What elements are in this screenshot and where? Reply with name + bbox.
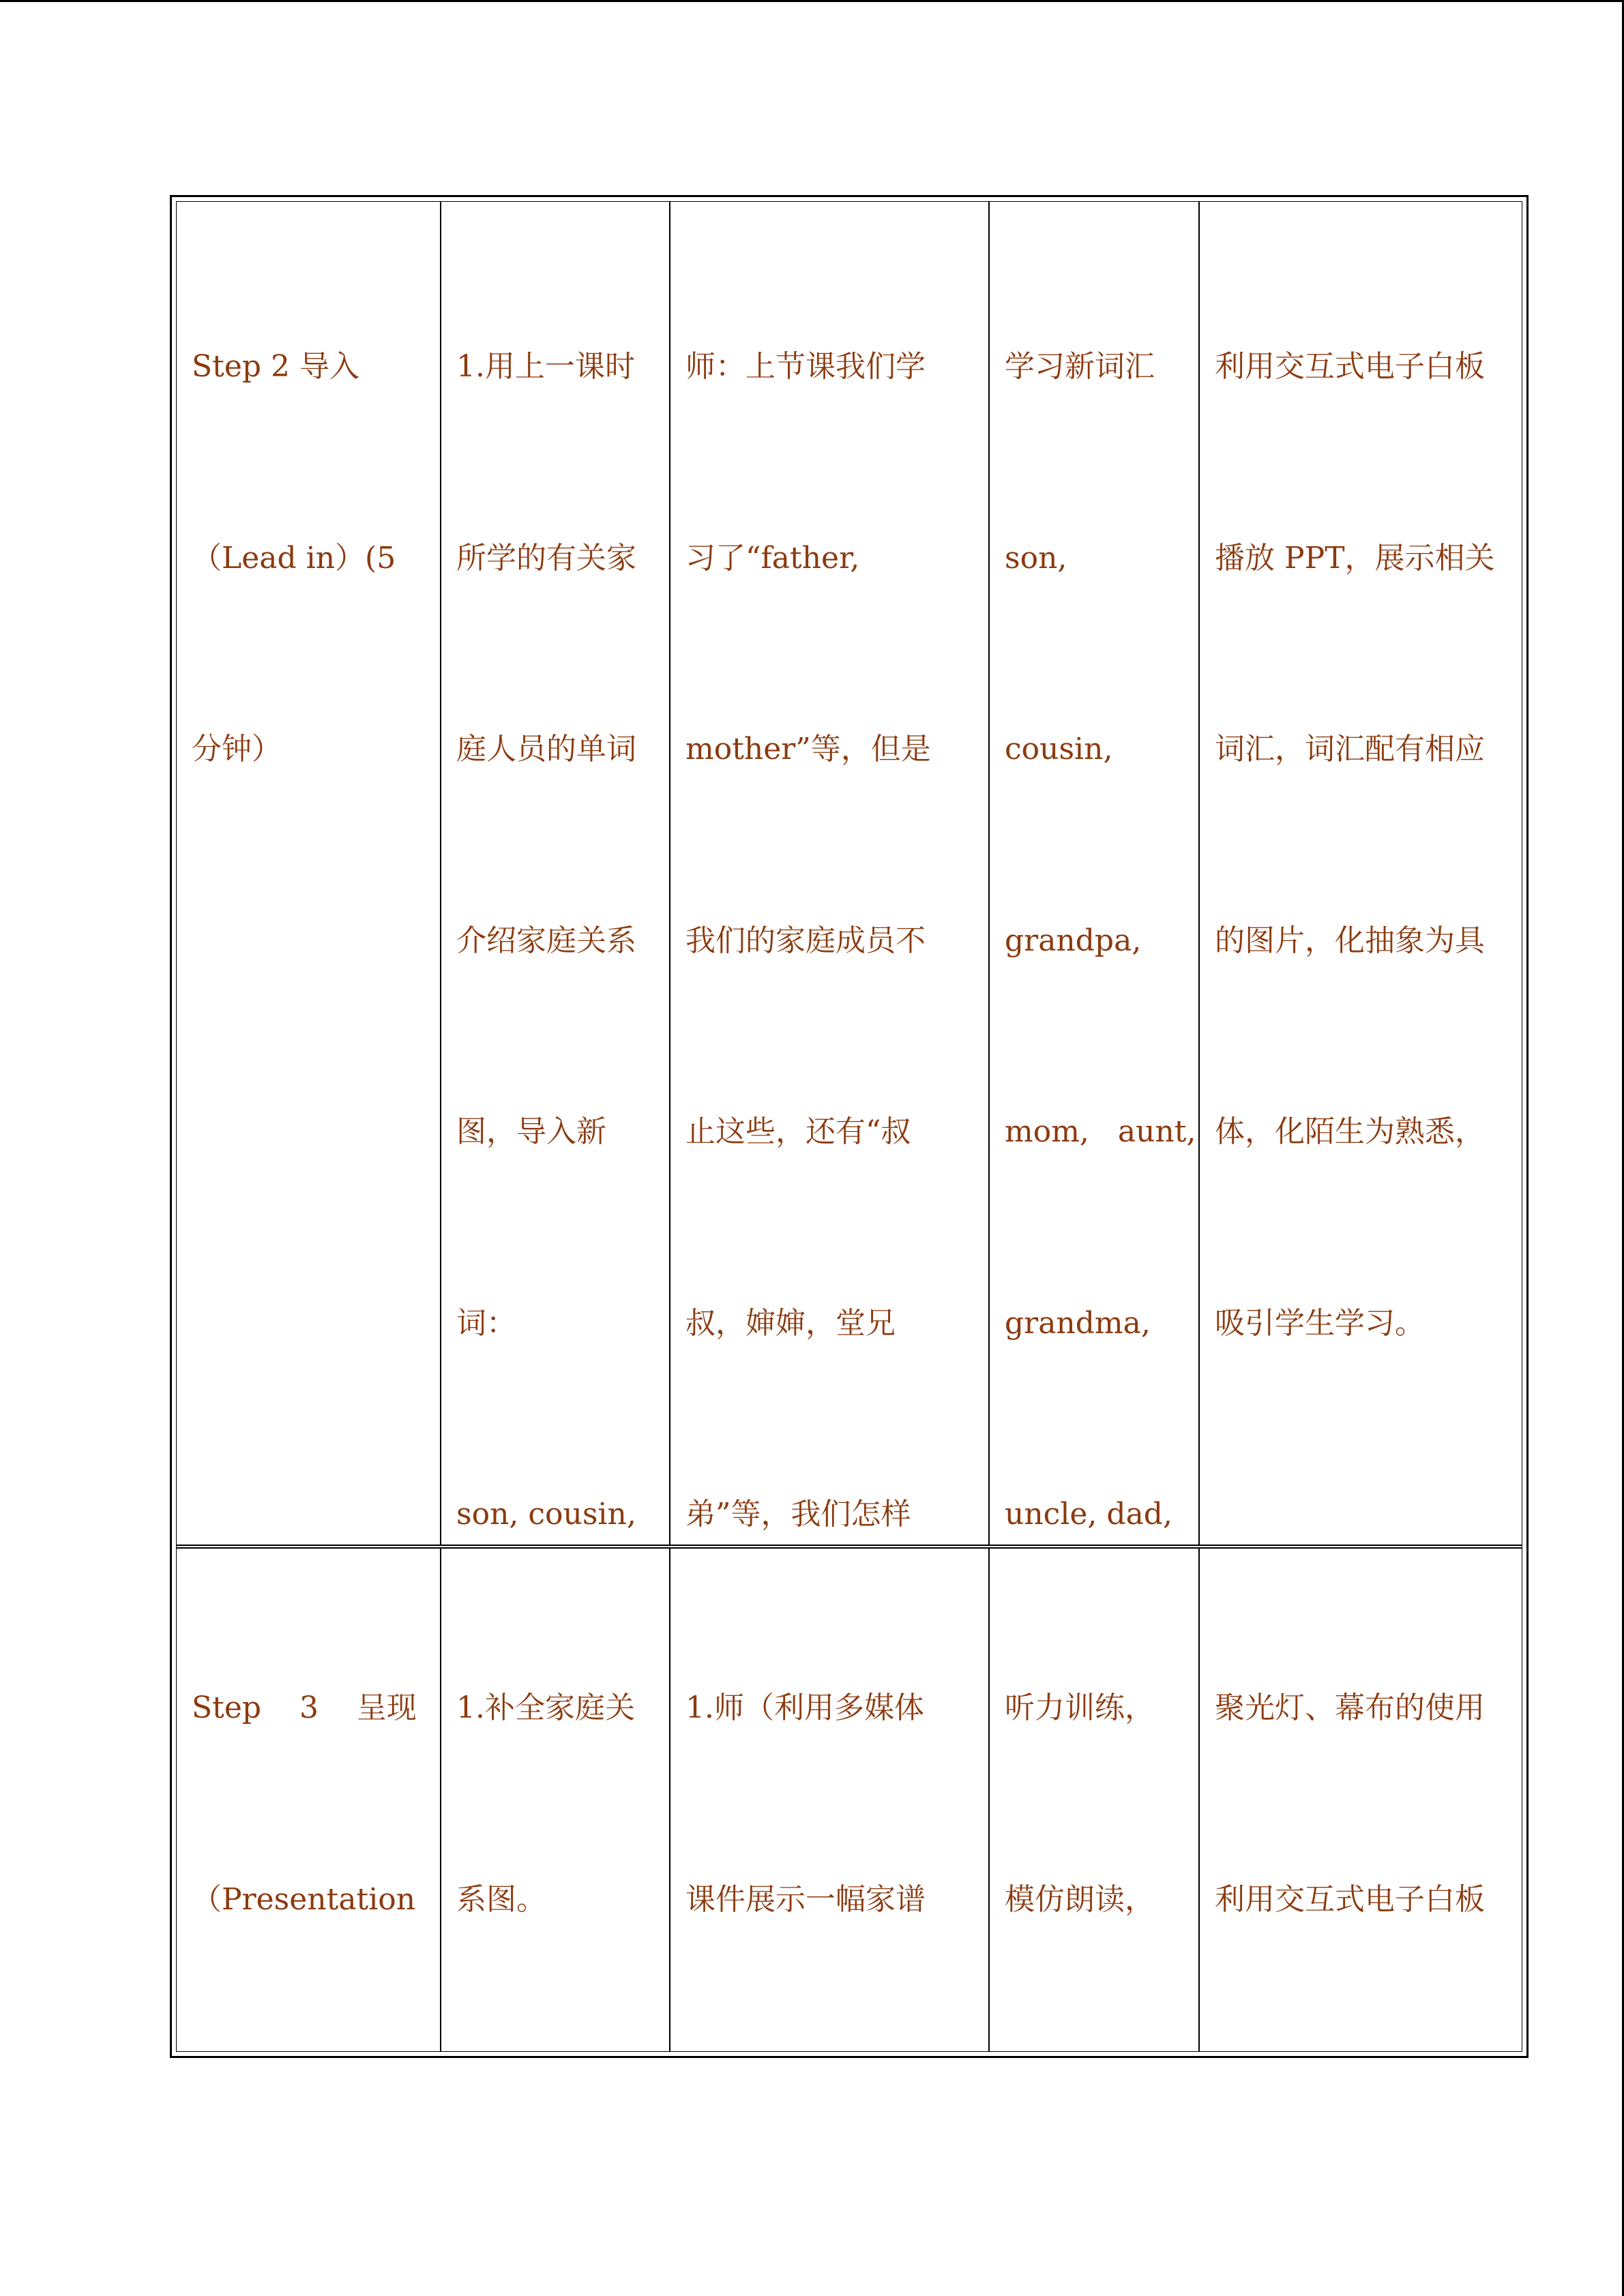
cell-line: 叔，婶婶，堂兄 bbox=[685, 1305, 896, 1341]
row1-teacher-cell bbox=[670, 207, 988, 1542]
cell-line: 分钟） bbox=[192, 732, 282, 766]
cell-line: 弟”等，我们怎样 bbox=[685, 1497, 911, 1532]
cell-line: Step 2 导入 bbox=[192, 349, 359, 384]
cell-line: mother”等，但是 bbox=[685, 732, 931, 766]
cell-line: son, bbox=[1005, 540, 1067, 576]
cell-line: 1.用上一课时 bbox=[456, 349, 635, 384]
cell-line: 学习新词汇 bbox=[1005, 349, 1155, 384]
cell-line: 聚光灯、幕布的使用 bbox=[1215, 1690, 1485, 1725]
row2-media-cell bbox=[1200, 1549, 1526, 2050]
page-top-border bbox=[0, 0, 1624, 2]
cell-line: 1.师（利用多媒体 bbox=[685, 1690, 924, 1725]
table-inner-frame bbox=[176, 201, 1522, 2052]
cell-line: 1.补全家庭关 bbox=[456, 1690, 635, 1725]
cell-line: 的图片，化抽象为具 bbox=[1215, 923, 1485, 958]
cell-line: 我们的家庭成员不 bbox=[685, 923, 926, 958]
cell-line: 图，导入新 bbox=[456, 1114, 606, 1149]
cell-line: 系图。 bbox=[456, 1881, 546, 1917]
cell-line: 师：上节课我们学 bbox=[685, 349, 926, 384]
cell-line: mom, aunt, bbox=[1005, 1114, 1196, 1149]
cell-line: grandma, bbox=[1005, 1305, 1151, 1341]
row2-activity-cell bbox=[441, 1549, 669, 2050]
row2-student-cell bbox=[990, 1549, 1198, 2050]
cell-line: son, cousin, bbox=[456, 1497, 636, 1532]
row1-media-cell bbox=[1200, 207, 1526, 1542]
cell-line: 利用交互式电子白板 bbox=[1215, 1881, 1485, 1917]
cell-line: uncle, dad, bbox=[1005, 1497, 1172, 1532]
cell-line: 体，化陌生为熟悉， bbox=[1215, 1114, 1485, 1149]
row2-step-cell bbox=[177, 1549, 440, 2050]
cell-line: 习了“father, bbox=[685, 540, 860, 576]
cell-line: 词汇，词汇配有相应 bbox=[1215, 732, 1485, 766]
cell-line: 利用交互式电子白板 bbox=[1215, 349, 1485, 384]
cell-line: （Presentation bbox=[192, 1881, 416, 1917]
cell-line: 吸引学生学习。 bbox=[1215, 1305, 1425, 1341]
cell-line: 播放 PPT，展示相关 bbox=[1215, 540, 1495, 576]
cell-line: 听力训练， bbox=[1005, 1690, 1155, 1725]
cell-line: （Lead in）(5 bbox=[192, 540, 396, 576]
cell-line: 介绍家庭关系 bbox=[456, 923, 636, 958]
cell-line: 止这些，还有“叔 bbox=[685, 1114, 911, 1149]
cell-line: Step 3 呈现 bbox=[192, 1690, 417, 1725]
lesson-plan-table bbox=[170, 195, 1529, 2058]
cell-line: 模仿朗读， bbox=[1005, 1881, 1155, 1917]
row1-step-cell bbox=[177, 207, 440, 1542]
row2-teacher-cell bbox=[670, 1549, 988, 2050]
row1-student-cell bbox=[990, 207, 1198, 1542]
cell-line: grandpa, bbox=[1005, 923, 1142, 958]
cell-line: 词： bbox=[456, 1305, 516, 1341]
cell-line: 庭人员的单词 bbox=[456, 732, 636, 766]
cell-line: cousin, bbox=[1005, 732, 1113, 766]
cell-line: 课件展示一幅家谱 bbox=[685, 1881, 926, 1917]
cell-line: 所学的有关家 bbox=[456, 540, 636, 576]
row1-activity-cell bbox=[441, 207, 669, 1542]
